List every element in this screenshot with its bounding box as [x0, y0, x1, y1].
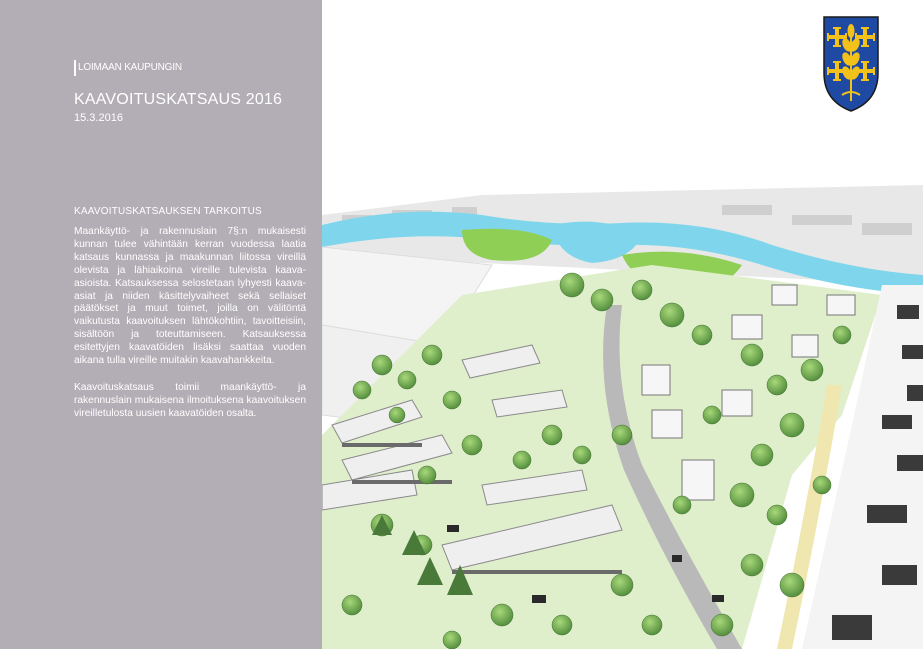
body-paragraph: Kaavoituskatsaus toimii maankäyttö- ja rakennuslain mukaisena ilmoituksena kaavoituksen vireilletulosta uusien kaavatöiden osalta.	[74, 381, 306, 419]
body-text	[74, 226, 306, 435]
residential-area-illustration	[322, 185, 923, 649]
org-marker-line	[74, 60, 76, 76]
body-paragraph: Maankäyttö- ja rakennuslain 7§:n mukaisesti kunnan tulee vähintään kerran vuodessa laatia katsaus kunnassa ja maakunnan liitossa vireillä olevista ja lähiaikoina vireille tulevista kaava-asioista. Katsauksessa selostetaan lyhyesti kaava-asiat ja niiden käsittelyvaiheet sekä sellaiset päätökset ja muut toimet, joilla on välitöntä vaikutusta kaavoituksen lähtökohtiin, tavoitteisiin, sisältöön ja toteuttamiseen. Katsauksessa esitettyjen kaavatöiden lisäksi saattaa vuoden aikana tulla vireille muitakin kaavahankkeita.	[74, 226, 306, 367]
sidebar-panel	[0, 0, 322, 649]
organization-name: LOIMAAN KAUPUNGIN	[78, 62, 182, 73]
coat-of-arms-icon	[822, 15, 880, 113]
page-title: KAAVOITUSKATSAUS 2016	[74, 91, 283, 108]
section-heading: KAAVOITUSKATSAUKSEN TARKOITUS	[74, 206, 262, 217]
publication-date: 15.3.2016	[74, 112, 123, 124]
